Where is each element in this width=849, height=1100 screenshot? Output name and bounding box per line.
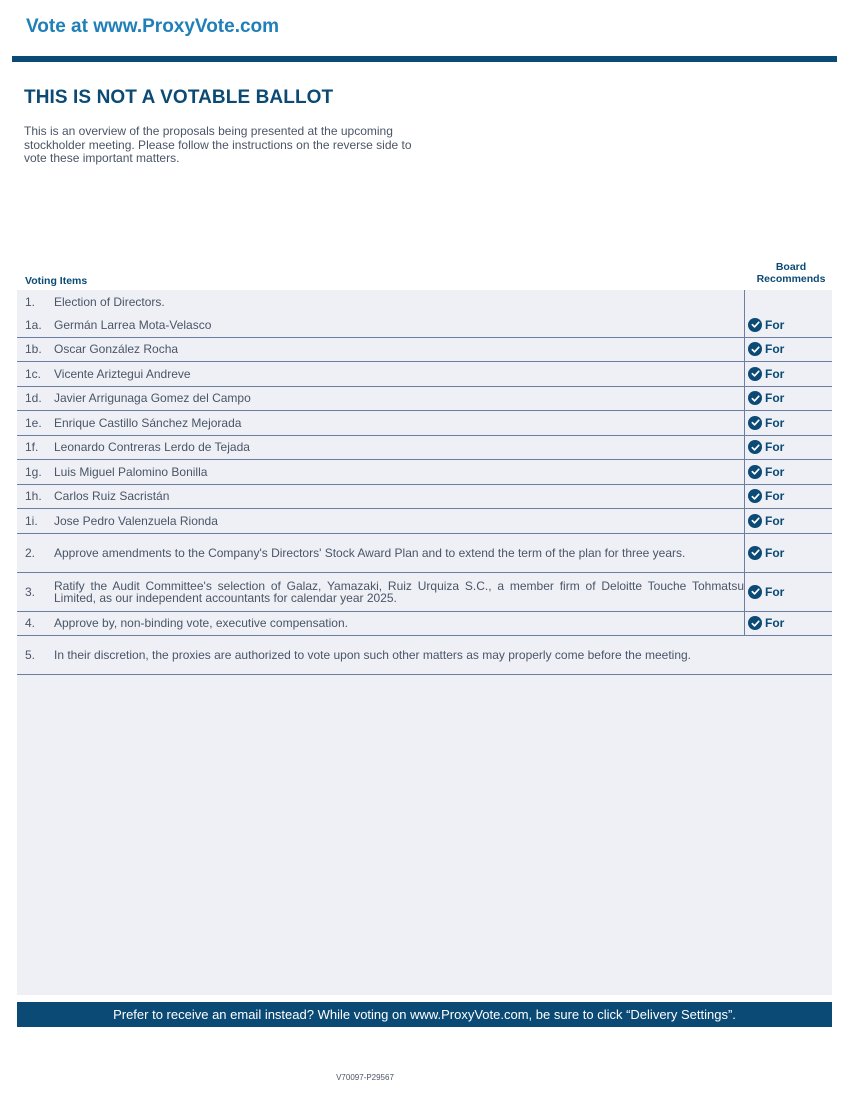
item-description: Approve amendments to the Company's Directors' Stock Award Plan and to extend the term of the plan for three years. (54, 545, 686, 560)
voting-rows (17, 290, 832, 995)
board-recommends-line2: Recommends (756, 273, 826, 285)
recommendation-label: For (765, 366, 785, 381)
check-circle-icon (748, 514, 762, 528)
check-circle-icon (748, 489, 762, 503)
recommendation-label: For (765, 391, 785, 406)
table-row (17, 485, 832, 510)
board-recommends-header (750, 261, 832, 285)
table-row (17, 290, 832, 313)
recommendation-label: For (765, 489, 785, 504)
item-number: 1d. (25, 391, 42, 406)
item-number: 4. (25, 616, 36, 630)
item-description: Germán Larrea Mota-Velasco (54, 317, 212, 332)
item-description: Vicente Ariztegui Andreve (54, 366, 191, 381)
item-description: Jose Pedro Valenzuela Rionda (54, 513, 218, 528)
item-number: 1. (25, 294, 36, 309)
table-row (17, 313, 832, 338)
item-description: Election of Directors. (54, 294, 165, 309)
recommendation-label: For (765, 415, 785, 430)
item-number: 3. (25, 584, 36, 599)
item-description: Enrique Castillo Sánchez Mejorada (54, 415, 242, 430)
item-number: 5. (25, 647, 36, 662)
table-row (17, 636, 832, 675)
board-recommendation (744, 436, 832, 460)
table-row (17, 460, 832, 485)
recommendation-label: For (765, 616, 785, 630)
check-circle-icon (748, 342, 762, 356)
check-circle-icon (748, 367, 762, 381)
table-row (17, 436, 832, 461)
item-number: 1f. (25, 440, 39, 455)
board-recommendation (744, 573, 832, 611)
check-circle-icon (748, 585, 762, 599)
check-circle-icon (748, 465, 762, 479)
table-row (17, 573, 832, 612)
item-description: Approve by, non-binding vote, executive compensation. (54, 616, 348, 630)
item-description: In their discretion, the proxies are authorized to vote upon such other matters as may properly come before the meeting. (54, 647, 692, 662)
item-number: 1c. (25, 366, 42, 381)
recommendation-label: For (765, 440, 785, 455)
item-description: Carlos Ruiz Sacristán (54, 489, 170, 504)
proxyvote-link[interactable]: Vote at www.ProxyVote.com (26, 16, 280, 37)
board-recommendation (744, 387, 832, 411)
check-circle-icon (748, 546, 762, 560)
table-row (17, 338, 832, 363)
item-description: Oscar González Rocha (54, 342, 179, 357)
intro-text: This is an overview of the proposals being presented at the upcoming stockholder meeting. Please follow the instructions on the reverse side to vote these important matters. (24, 124, 412, 165)
table-row (17, 534, 832, 573)
table-row (17, 411, 832, 436)
recommendation-label: For (765, 342, 785, 357)
board-recommendation (744, 636, 832, 674)
board-recommendation (744, 290, 832, 313)
item-number: 1a. (25, 317, 42, 332)
email-delivery-banner (17, 1002, 832, 1027)
board-recommendation (744, 338, 832, 362)
board-recommends-line1: Board (775, 261, 807, 273)
check-circle-icon (748, 440, 762, 454)
header-divider (12, 56, 837, 62)
recommendation-label: For (765, 584, 785, 599)
board-recommendation (744, 509, 832, 533)
check-circle-icon (748, 616, 762, 630)
recommendation-label: For (765, 545, 785, 560)
board-recommendation (744, 460, 832, 484)
item-description: Javier Arrigunaga Gomez del Campo (54, 391, 251, 406)
check-circle-icon (748, 318, 762, 332)
item-description: Leonardo Contreras Lerdo de Tejada (54, 440, 250, 455)
item-description: Ratify the Audit Committee's selection of Galaz, Yamazaki, Ruiz Urquiza S.C., a member firm of Deloitte Touche Tohmatsu Limited, as our independent accountants for calendar year 2025. (54, 578, 744, 605)
item-number: 1e. (25, 415, 42, 430)
item-description: Luis Miguel Palomino Bonilla (54, 464, 208, 479)
item-number: 2. (25, 545, 36, 560)
document-code: V70097-P29567 (336, 1073, 394, 1082)
board-recommendation (744, 485, 832, 509)
item-number: 1h. (25, 489, 42, 504)
recommendation-label: For (765, 317, 785, 332)
email-delivery-text: Prefer to receive an email instead? While voting on www.ProxyVote.com, be sure to click “Delivery Settings”. (113, 1007, 736, 1022)
page-title: THIS IS NOT A VOTABLE BALLOT (24, 87, 334, 108)
table-row (17, 612, 832, 636)
voting-items-header: Voting Items (25, 275, 88, 287)
board-recommendation (744, 612, 832, 635)
board-recommendation (744, 313, 832, 337)
item-number: 1i. (25, 513, 38, 528)
item-number: 1g. (25, 464, 42, 479)
table-row (17, 362, 832, 387)
item-number: 1b. (25, 342, 42, 357)
check-circle-icon (748, 416, 762, 430)
board-recommendation (744, 362, 832, 386)
table-row (17, 509, 832, 534)
recommendation-label: For (765, 464, 785, 479)
recommendation-label: For (765, 513, 785, 528)
check-circle-icon (748, 391, 762, 405)
board-recommendation (744, 534, 832, 572)
table-row (17, 387, 832, 412)
board-recommendation (744, 411, 832, 435)
